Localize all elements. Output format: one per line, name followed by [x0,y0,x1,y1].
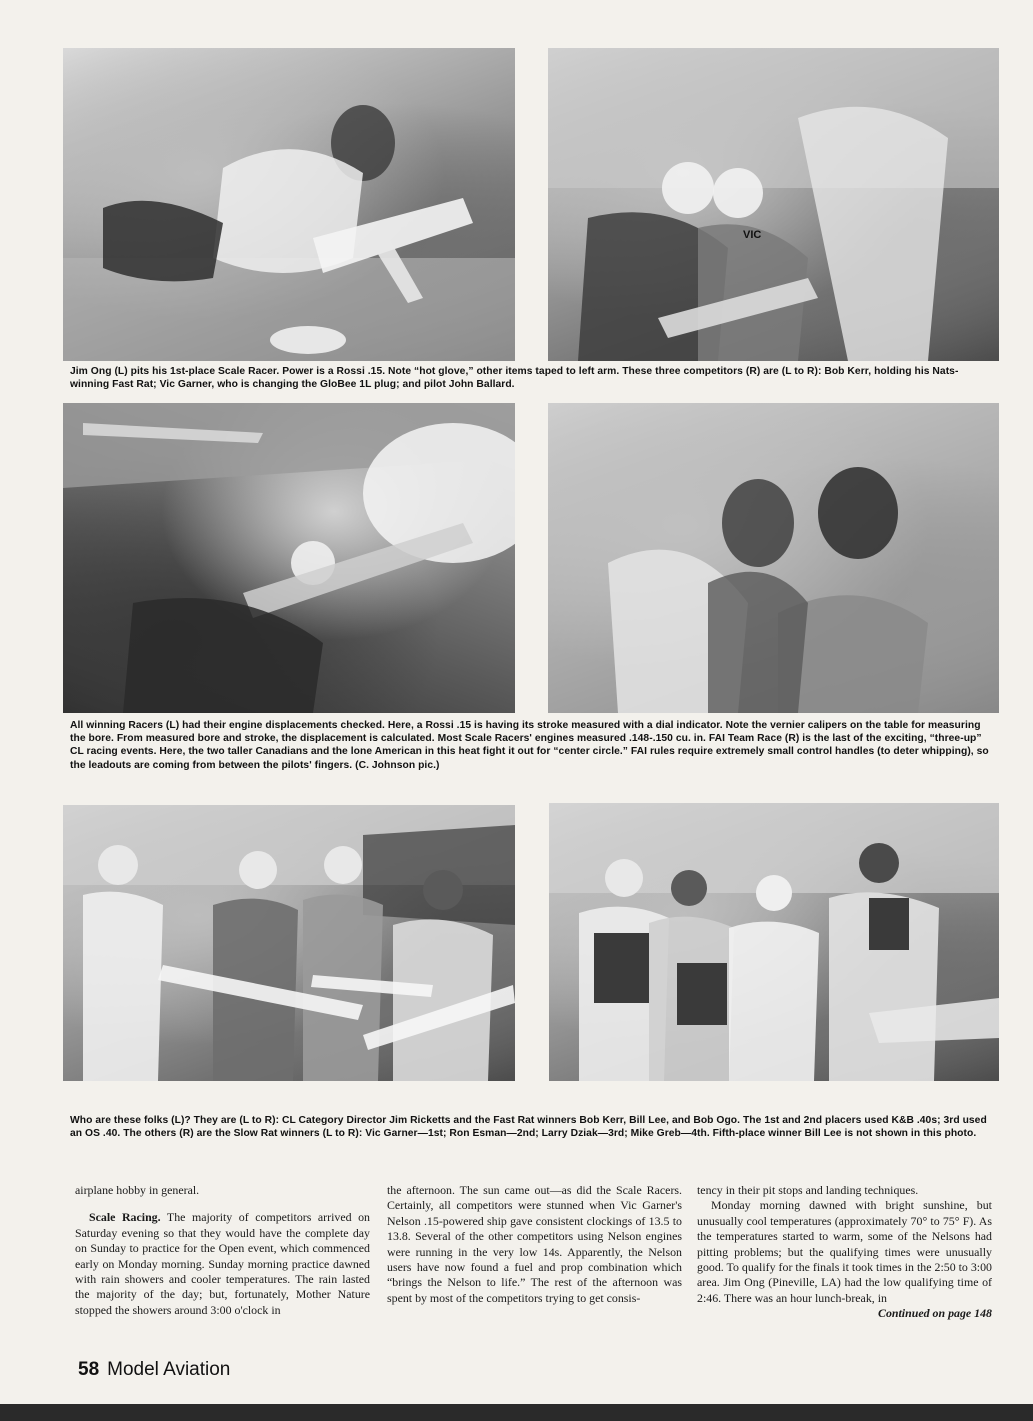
caption-row-3: Who are these folks (L)? They are (L to R): CL Category Director Jim Ricketts and the Fast Rat winners Bob Kerr, Bill Lee, and Bob Ogo. The 1st and 2nd placers used K&B .40s; 3rd used an OS .40. The others (R) are the Slow Rat winners (L to R): Vic Garner—1st; Ron Esman—2nd; Larry Dziak—3rd; Mike Greb—4th. Fifth-place winner Bill Lee is not shown in this photo. [70,1115,987,1140]
photo-fai-team-race-pilots [548,403,999,713]
magazine-name: Model Aviation [107,1359,231,1380]
article-col1-body: The majority of competitors arrived on Saturday evening so that they would have the complete day on Sunday to practice for the Open event, which commenced early on Monday morning. Sunday morning practice dawned with rain showers and cooler temperatures. The rain lasted the majority of the day; but, fortunately, Mother Nature stopped the showers around 3:00 o'clock in [75,1210,370,1317]
photo-fast-rat-winners-with-planes [63,805,515,1081]
article-column-2 [387,1183,682,1306]
photo-three-competitors-bob-kerr-vic-garner-john-ballard [548,48,999,361]
page-number: 58 [78,1359,100,1380]
article-col3-body: Monday morning dawned with bright sunshine, but unusually cool temperatures (approximately 70° to 75° F). As the temperatures started to warm, some of the Nelsons had pitting problems; but the qualifying times were unusually good. To qualify for the finals it took times in the 2:50 to 3:00 area. Jim Ong (Pineville, LA) had the low qualifying time of 2:46. There was an hour lunch-break, in [697,1198,992,1305]
photo-slow-rat-winners-with-plaques [549,803,999,1081]
section-heading-scale-racing: Scale Racing. [89,1210,161,1225]
article-col2-body: the afternoon. The sun came out—as did the Scale Racers. Certainly, all competitors were stunned when Vic Garner's Nelson .15-powered ship gave consistent clockings of 13.5 to 13.8. Several of the other competitors using Nelson engines were running in the very low 14s. Apparently, the Nelson users have now found a fuel and prop combination which “brings the Nelson to life.” The rest of the afternoon was spent by most of the competitors trying to get consis- [387,1183,682,1305]
article-col3-lead: tency in their pit stops and landing techniques. [697,1183,919,1197]
caption-row-2: All winning Racers (L) had their engine displacements checked. Here, a Rossi .15 is having its stroke measured with a dial indicator. Note the vernier calipers on the table for measuring the bore. From measured bore and stroke, the displacement is calculated. Most Scale Racers' engines measured .148-.150 cu. in. FAI Team Race (R) is the last of the exciting, “three-up” CL racing events. Here, the two taller Canadians and the lone American in this heat fight it out for “center circle.” FAI rules require extremely small control handles (to deter whipping), so the leadouts are coming from between the pilots' fingers. (C. Johnson pic.) [70,720,989,771]
caption-row-1: Jim Ong (L) pits his 1st-place Scale Racer. Power is a Rossi .15. Note “hot glove,” other items taped to left arm. These three competitors (R) are (L to R): Bob Kerr, holding his Nats-winning Fast Rat; Vic Garner, who is changing the GloBee 1L plug; and pilot John Ballard. [70,366,959,391]
article-column-1 [75,1183,370,1318]
article-col1-paragraph [75,1210,370,1318]
photo-jim-ong-pitting-scale-racer [63,48,515,361]
page-folio [78,1359,230,1381]
photo-engine-displacement-check [63,403,515,713]
scan-bottom-edge [0,1404,1033,1421]
vic-shirt-lettering: VIC [743,229,762,241]
continued-on-page-link[interactable]: Continued on page 148 [878,1306,992,1321]
article-column-3 [697,1183,992,1322]
article-col1-lead: airplane hobby in general. [75,1183,200,1197]
